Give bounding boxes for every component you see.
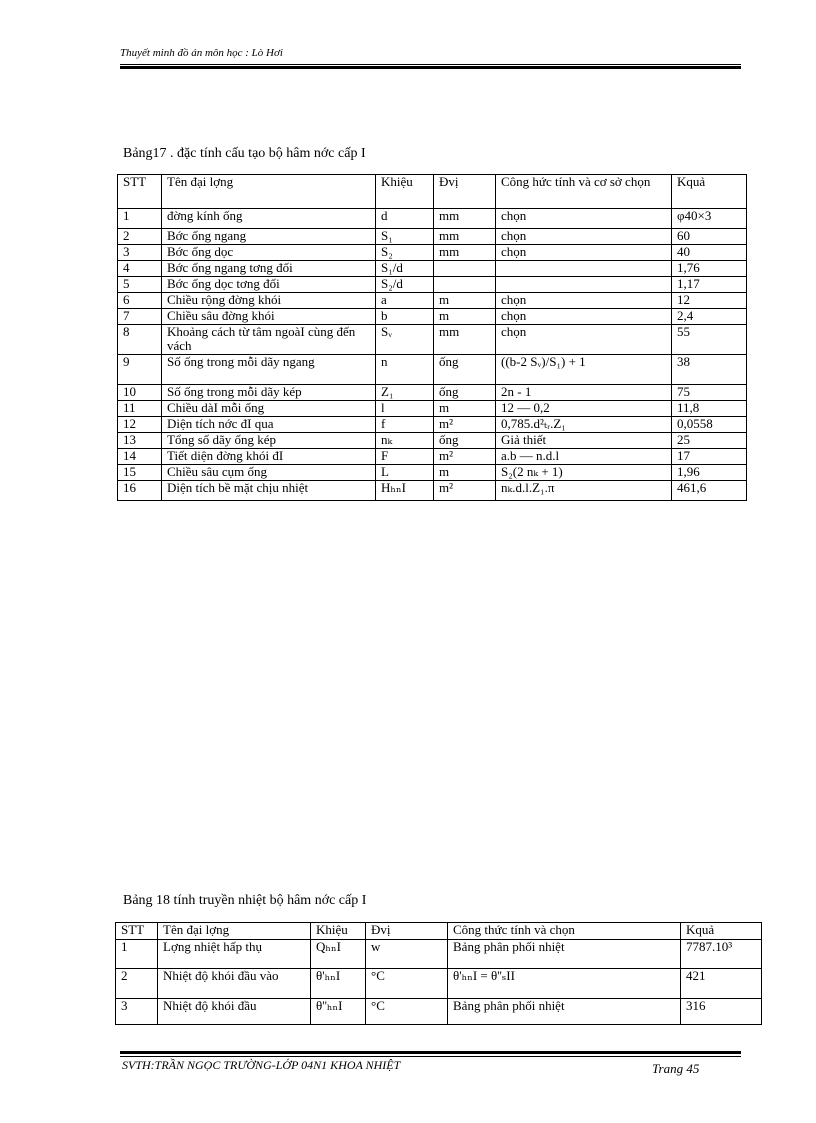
table1-cell: mm bbox=[434, 209, 496, 229]
table1-cell: 25 bbox=[672, 433, 747, 449]
table1-cell: 461,6 bbox=[672, 481, 747, 501]
table2-cell: 7787.10³ bbox=[681, 940, 762, 969]
table2-header-cell: Đvị bbox=[366, 923, 448, 940]
table1-cell: HₕₙI bbox=[376, 481, 434, 501]
table1-row bbox=[118, 245, 747, 261]
table1-cell bbox=[496, 261, 672, 277]
table1-row bbox=[118, 449, 747, 465]
table1-cell: F bbox=[376, 449, 434, 465]
table2-cell: θ'ₕₙI = θ''ₛII bbox=[448, 969, 681, 999]
table1-cell: mm bbox=[434, 229, 496, 245]
table1-header-cell: Khiệu bbox=[376, 175, 434, 209]
table1-cell: b bbox=[376, 309, 434, 325]
table1-cell: 0,785.d²ₜᵣ.Z₁ bbox=[496, 417, 672, 433]
table1-cell: m² bbox=[434, 449, 496, 465]
table1-cell: 8 bbox=[118, 325, 162, 355]
table1-cell: m bbox=[434, 465, 496, 481]
table1 bbox=[117, 174, 747, 501]
table1-cell: 16 bbox=[118, 481, 162, 501]
header-rule-thin bbox=[120, 64, 741, 65]
table1-row bbox=[118, 417, 747, 433]
table1-cell: Z₁ bbox=[376, 385, 434, 401]
table1-cell: 11 bbox=[118, 401, 162, 417]
table1-cell: m bbox=[434, 309, 496, 325]
table2-header-row bbox=[116, 923, 762, 940]
table1-cell: chọn bbox=[496, 245, 672, 261]
table2 bbox=[115, 922, 762, 1025]
table1-cell: 9 bbox=[118, 355, 162, 385]
table1-row bbox=[118, 433, 747, 449]
table2-header-cell: Tên đại lợng bbox=[158, 923, 311, 940]
table1-row bbox=[118, 229, 747, 245]
table1-cell: 1,17 bbox=[672, 277, 747, 293]
table1-cell: 12 — 0,2 bbox=[496, 401, 672, 417]
table1-cell: 38 bbox=[672, 355, 747, 385]
table1-cell: m² bbox=[434, 481, 496, 501]
table1-cell: 12 bbox=[672, 293, 747, 309]
table1-cell: 6 bbox=[118, 293, 162, 309]
table2-cell: θ'ₕₙI bbox=[311, 969, 366, 999]
table1-cell: 3 bbox=[118, 245, 162, 261]
table1-cell: Bớc ống ngang bbox=[162, 229, 376, 245]
table1-cell: ống bbox=[434, 433, 496, 449]
table1-cell: Chiều sâu đờng khói bbox=[162, 309, 376, 325]
table1-cell: Chiều rộng đờng khói bbox=[162, 293, 376, 309]
table2-cell: QₕₙI bbox=[311, 940, 366, 969]
table1-row bbox=[118, 293, 747, 309]
table1-cell: 5 bbox=[118, 277, 162, 293]
table1-cell: Diện tích bề mặt chịu nhiệt bbox=[162, 481, 376, 501]
table1-header-cell: Kquả bbox=[672, 175, 747, 209]
table1-cell: 55 bbox=[672, 325, 747, 355]
table1-cell: S₂/d bbox=[376, 277, 434, 293]
table1-cell: S₁/d bbox=[376, 261, 434, 277]
footer-author: SVTH:TRẦN NGỌC TRƯỜNG-LỚP 04N1 KHOA NHIỆT bbox=[122, 1058, 401, 1072]
table1-cell: Chiều sâu cụm ống bbox=[162, 465, 376, 481]
table1-cell: ống bbox=[434, 385, 496, 401]
table2-cell: °C bbox=[366, 969, 448, 999]
table1-cell: 75 bbox=[672, 385, 747, 401]
table1-cell: nₖ.d.l.Z₁.π bbox=[496, 481, 672, 501]
table1-cell: mm bbox=[434, 325, 496, 355]
table1-cell: a bbox=[376, 293, 434, 309]
table1-cell: chọn bbox=[496, 209, 672, 229]
table1-cell: 12 bbox=[118, 417, 162, 433]
table1-row bbox=[118, 261, 747, 277]
table1-cell: mm bbox=[434, 245, 496, 261]
table1-row bbox=[118, 401, 747, 417]
table2-cell: θ''ₕₙI bbox=[311, 999, 366, 1025]
table1-cell: Số ống trong mỗi dãy ngang bbox=[162, 355, 376, 385]
table1-row bbox=[118, 277, 747, 293]
table2-cell: w bbox=[366, 940, 448, 969]
table1-cell: 14 bbox=[118, 449, 162, 465]
table1-cell: Bớc ống ngang tơng đối bbox=[162, 261, 376, 277]
table1-cell: Diện tích nớc đI qua bbox=[162, 417, 376, 433]
table1-cell: đờng kính ống bbox=[162, 209, 376, 229]
table2-cell: Bảng phân phối nhiệt bbox=[448, 999, 681, 1025]
table1-cell: 15 bbox=[118, 465, 162, 481]
table1-cell: Sᵥ bbox=[376, 325, 434, 355]
table1-cell: Bớc ống dọc bbox=[162, 245, 376, 261]
table1-cell: Tổng số dãy ống kép bbox=[162, 433, 376, 449]
table1-cell: m bbox=[434, 293, 496, 309]
table1-cell: S₂(2 nₖ + 1) bbox=[496, 465, 672, 481]
table1-cell: ((b-2 Sᵥ)/S₁) + 1 bbox=[496, 355, 672, 385]
table1-cell: 17 bbox=[672, 449, 747, 465]
table1-cell: 2,4 bbox=[672, 309, 747, 325]
table1-cell: Chiều dàI mỗi ống bbox=[162, 401, 376, 417]
table1-header-cell: STT bbox=[118, 175, 162, 209]
table1-cell: chọn bbox=[496, 325, 672, 355]
table1-row bbox=[118, 209, 747, 229]
table1-cell: 0,0558 bbox=[672, 417, 747, 433]
table2-header-cell: Kquả bbox=[681, 923, 762, 940]
table1-cell: d bbox=[376, 209, 434, 229]
table1-cell: l bbox=[376, 401, 434, 417]
table1-cell: n bbox=[376, 355, 434, 385]
table1-cell: 1,76 bbox=[672, 261, 747, 277]
table1-header-cell: Công hức tính và cơ sở chọn bbox=[496, 175, 672, 209]
table1-row bbox=[118, 465, 747, 481]
table1-header-cell: Tên đại lợng bbox=[162, 175, 376, 209]
table1-cell: 13 bbox=[118, 433, 162, 449]
table1-cell: 11,8 bbox=[672, 401, 747, 417]
table2-row bbox=[116, 940, 762, 969]
table2-caption: Bảng 18 tính truyền nhiệt bộ hâm nớc cấp I bbox=[123, 893, 367, 908]
table1-cell: nₖ bbox=[376, 433, 434, 449]
table1-cell: f bbox=[376, 417, 434, 433]
table1-header-cell: Đvị bbox=[434, 175, 496, 209]
table1-cell: chọn bbox=[496, 309, 672, 325]
table1-cell: Khoảng cách từ tâm ngoàI cùng đến vách bbox=[162, 325, 376, 355]
table1-cell: S₁ bbox=[376, 229, 434, 245]
table1-cell bbox=[434, 277, 496, 293]
table1-cell: Tiết diện đờng khói đI bbox=[162, 449, 376, 465]
table2-row bbox=[116, 999, 762, 1025]
table1-cell: m² bbox=[434, 417, 496, 433]
table1-cell: S₂ bbox=[376, 245, 434, 261]
table2-row bbox=[116, 969, 762, 999]
table1-header-row bbox=[118, 175, 747, 209]
header-rule-thick bbox=[120, 66, 741, 69]
page-header: Thuyết minh đồ án môn học : Lò Hơi bbox=[120, 47, 283, 59]
table1-cell: 2 bbox=[118, 229, 162, 245]
table1-cell: 40 bbox=[672, 245, 747, 261]
table2-header-cell: STT bbox=[116, 923, 158, 940]
table2-cell: Lợng nhiệt hấp thụ bbox=[158, 940, 311, 969]
table2-header-cell: Khiệu bbox=[311, 923, 366, 940]
table2-cell: °C bbox=[366, 999, 448, 1025]
table1-cell: 10 bbox=[118, 385, 162, 401]
page-number: Trang 45 bbox=[652, 1061, 700, 1076]
table1-cell: 7 bbox=[118, 309, 162, 325]
table1-cell: L bbox=[376, 465, 434, 481]
table2-cell: Nhiệt độ khói đầu bbox=[158, 999, 311, 1025]
table2-cell: 1 bbox=[116, 940, 158, 969]
table2-cell: Bảng phân phối nhiệt bbox=[448, 940, 681, 969]
table1-row bbox=[118, 481, 747, 501]
footer-rule-thick bbox=[120, 1051, 741, 1054]
table2-cell: 3 bbox=[116, 999, 158, 1025]
table1-cell bbox=[496, 277, 672, 293]
table1-cell: a.b — n.d.l bbox=[496, 449, 672, 465]
table1-cell: 2n - 1 bbox=[496, 385, 672, 401]
table1-cell: 4 bbox=[118, 261, 162, 277]
table1-row bbox=[118, 385, 747, 401]
table1-cell: Giả thiết bbox=[496, 433, 672, 449]
table1-cell bbox=[434, 261, 496, 277]
table2-header-cell: Công thức tính và chọn bbox=[448, 923, 681, 940]
table2-cell: Nhiệt độ khói đầu vào bbox=[158, 969, 311, 999]
table1-cell: Số ống trong mỗi dãy kép bbox=[162, 385, 376, 401]
table2-cell: 421 bbox=[681, 969, 762, 999]
table2-cell: 316 bbox=[681, 999, 762, 1025]
table1-row bbox=[118, 325, 747, 355]
table1-row bbox=[118, 309, 747, 325]
table1-cell: 1 bbox=[118, 209, 162, 229]
table1-cell: φ40×3 bbox=[672, 209, 747, 229]
table1-cell: 60 bbox=[672, 229, 747, 245]
table1-cell: 1,96 bbox=[672, 465, 747, 481]
table1-caption: Bảng17 . đặc tính cấu tạo bộ hâm nớc cấp I bbox=[123, 146, 366, 161]
table1-row bbox=[118, 355, 747, 385]
table1-cell: ống bbox=[434, 355, 496, 385]
table1-cell: m bbox=[434, 401, 496, 417]
footer-rule-thin bbox=[120, 1056, 741, 1057]
table1-cell: chọn bbox=[496, 293, 672, 309]
table2-cell: 2 bbox=[116, 969, 158, 999]
table1-cell: chọn bbox=[496, 229, 672, 245]
table1-cell: Bớc ống dọc tơng đối bbox=[162, 277, 376, 293]
